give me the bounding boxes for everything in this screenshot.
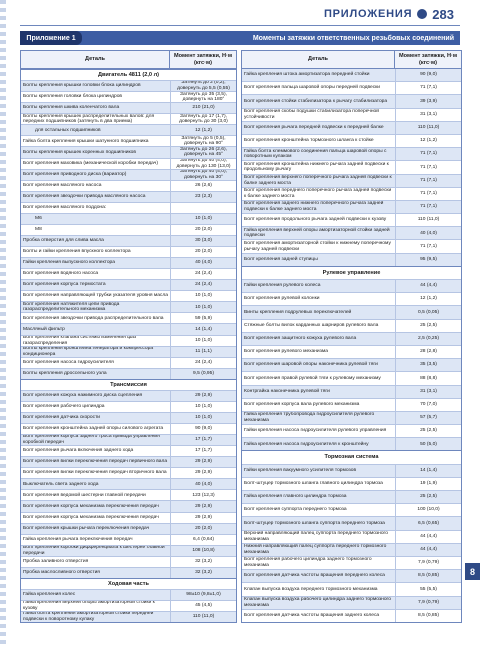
binding-spine xyxy=(0,0,6,645)
table-row xyxy=(242,490,461,503)
part-name: Болт крепления направляющей трубки указателя уровня масла xyxy=(23,293,168,299)
part-name: Гайка крепления трубопровода гидроусилителя рулевого механизма xyxy=(242,412,395,424)
part-name: Болт крепления корпуса вала рулевого механизма xyxy=(244,401,360,407)
torque-value xyxy=(170,203,236,213)
table-row xyxy=(21,279,236,290)
table-row xyxy=(21,113,236,124)
table-body xyxy=(21,69,236,622)
part-name: Болт крепления кронштейна задней опоры силового агрегата xyxy=(23,426,164,432)
table-row xyxy=(242,147,461,160)
table-row xyxy=(242,503,461,516)
part-name: Гайка крепления колес xyxy=(21,590,170,600)
part-name: Болты крепления кронштейна генератора и компрессора кондиционера xyxy=(21,347,170,357)
torque-value: 29 (2,9) xyxy=(170,391,236,401)
torque-value: 25 (2,5) xyxy=(395,320,461,332)
torque-value: 9,5 (0,95) xyxy=(170,369,236,379)
torque-value: 31 (3,1) xyxy=(395,386,461,398)
table-body xyxy=(242,69,461,622)
torque-value: 24 (2,4) xyxy=(170,269,236,279)
part-name: Болт крепления кронштейна тормозного шланга к стойке xyxy=(244,138,374,144)
torque-value: 71 (7,1) xyxy=(395,161,461,173)
section-heading: Двигатель 4811 (2,0 л) xyxy=(21,70,236,80)
torque-value: Затянуть до 35 (3,5), довернуть на 180° xyxy=(170,92,236,102)
part-name: Болт крепления рычага включения заднего хода xyxy=(23,448,134,454)
torque-value: 32 (3,2) xyxy=(170,557,236,567)
torque-value: 24 (2,4) xyxy=(170,358,236,368)
table-row xyxy=(21,534,236,545)
part-name: Болт крепления правой рулевой тяги к рулевому механизму xyxy=(244,375,381,381)
table-row xyxy=(21,158,236,169)
table-row xyxy=(21,335,236,346)
torque-value: 110 (11,0) xyxy=(395,122,461,134)
table-row xyxy=(21,412,236,423)
table-row xyxy=(21,357,236,368)
table-section-row xyxy=(242,450,461,463)
appendix-band xyxy=(20,31,460,45)
page-number: 283 xyxy=(432,6,454,22)
part-name: Болты крепления дроссельного узла xyxy=(21,369,170,379)
part-name: М8 xyxy=(35,227,42,233)
part-name: Болт крепления корпуса механизма переключения передач xyxy=(21,501,170,511)
part-name: Болт крепления рулевого механизма xyxy=(244,349,328,355)
table-row xyxy=(21,401,236,412)
table-row xyxy=(21,556,236,567)
part-name: Болт крепления датчика скорости xyxy=(21,413,170,423)
table-row xyxy=(242,292,461,305)
part-name: Гайка болта крепления амортизаторной стойки передней подвески к поворотному кулаку xyxy=(21,612,170,622)
torque-value: Затянуть до 26 (2,6), довернуть на 45° xyxy=(170,147,236,157)
table-row xyxy=(21,567,236,578)
part-name: Гайки крепления рулевого колеса xyxy=(242,280,395,292)
table-row xyxy=(21,368,236,379)
part-name: Выключатель света заднего хода xyxy=(21,479,170,489)
torque-value: 29 (2,9) xyxy=(170,513,236,523)
torque-value: 40 (4,0) xyxy=(170,479,236,489)
part-name: Болты и гайки крепления впускного коллектора xyxy=(23,249,131,255)
table-row xyxy=(21,301,236,312)
torque-value: 71 (7,1) xyxy=(395,82,461,94)
table-row xyxy=(21,512,236,523)
torque-value: 0,5 (0,05) xyxy=(395,306,461,318)
table-row xyxy=(21,290,236,301)
part-name: Болт крепления пальца шаровой опоры передней подвески xyxy=(244,85,381,91)
table-row xyxy=(242,305,461,318)
part-name: Гайки крепления вакуумного усилителя тормозов xyxy=(242,465,395,477)
table-row xyxy=(242,69,461,81)
part-name: Болт крепления рабочего цилиндра заднего тормозного механизма xyxy=(244,557,372,569)
torque-value: 12 (1,2) xyxy=(395,135,461,147)
torque-value: 7,9 (0,79) xyxy=(395,557,461,569)
part-name: Болт крепления стойки стабилизатора к рычагу стабилизатора xyxy=(242,95,395,107)
part-name: Верхний направляющий палец суппорта переднего тормозного механизма xyxy=(244,531,388,542)
table-row xyxy=(242,160,461,173)
table-row xyxy=(21,180,236,191)
table-row xyxy=(21,135,236,146)
torque-value: 6,4 (0,64) xyxy=(170,535,236,545)
table-row xyxy=(242,516,461,529)
table-row xyxy=(21,235,236,246)
torque-value: 14 (1,4) xyxy=(395,465,461,477)
table-row xyxy=(242,319,461,332)
part-name: Болт крепления суппорта переднего тормоза xyxy=(244,507,347,513)
part-name: Стяжные болты вилок карданных шарниров рулевого вала xyxy=(244,322,379,328)
torque-value: 23 (2,3) xyxy=(170,192,236,202)
part-name: Болты крепления головки блока цилиндров xyxy=(23,94,123,100)
torque-value: 71 (7,1) xyxy=(395,148,461,160)
torque-value: 44 (4,4) xyxy=(395,544,461,556)
table-section-row xyxy=(21,379,236,390)
torque-value: 17 (1,7) xyxy=(170,446,236,456)
part-name: Болт крепления амортизаторной стойки к нижнему поперечному рычагу задней подвески xyxy=(244,240,391,252)
part-name: Болты крепления шкива коленчатого вала xyxy=(21,103,170,113)
torque-value: 29 (2,9) xyxy=(170,501,236,511)
part-name: Болт крепления ведомой шестерни главной передачи xyxy=(23,492,146,498)
table-section-row xyxy=(242,266,461,279)
part-name: Болт крепления защитного кожуха рулевого вала xyxy=(242,333,395,345)
part-name: Болт крепления продольного рычага задней подвески к кузову xyxy=(244,217,387,223)
part-name: Гайка болта клеммового соединения пальца шаровой опоры с поворотным кулаком xyxy=(242,148,395,160)
part-name: Болт крепления приводного диска (вариатор) xyxy=(21,170,170,180)
part-name: Болты крепления крышки головки блока цилиндров xyxy=(21,81,170,91)
torque-value: 57 (5,7) xyxy=(395,412,461,424)
torque-value: 35 (3,5) xyxy=(395,359,461,371)
table-row xyxy=(242,411,461,424)
torque-value: 90 (9,0) xyxy=(170,424,236,434)
torque-value: 70 (7,0) xyxy=(395,399,461,411)
table-row xyxy=(242,530,461,543)
table-row xyxy=(242,239,461,252)
table-row xyxy=(242,609,461,622)
torque-value: 10 (1,0) xyxy=(170,302,236,312)
torque-value: Затянуть до 2 (0,2), довернуть до 5,5 (0,55) xyxy=(170,81,236,91)
table-row xyxy=(21,202,236,213)
table-row xyxy=(21,456,236,467)
part-name: Пробка отверстия для слива масла xyxy=(21,236,170,246)
table-row xyxy=(21,523,236,534)
part-name: Болт крепления насоса гидроусилителя xyxy=(23,359,114,365)
torque-value: 55 (5,5) xyxy=(395,583,461,595)
torque-value: 24 (2,4) xyxy=(170,280,236,290)
part-name: Гайка болта крепления крышки шатунного подшипника xyxy=(23,138,149,144)
header-part: Деталь xyxy=(85,56,105,62)
part-name: Гайки крепления насоса гидроусилителя рулевого управления xyxy=(244,428,387,434)
part-name: Масляный фильтр xyxy=(21,324,170,334)
table-row xyxy=(21,312,236,323)
torque-value: 100 (10,0) xyxy=(395,504,461,516)
torque-value: Затянуть до 40 (4,0), довернуть на 30° xyxy=(170,170,236,180)
appendix-title: Моменты затяжки ответственных резьбовых соединений xyxy=(252,34,454,42)
table-row xyxy=(21,246,236,257)
torque-value: 12 (1,2) xyxy=(170,125,236,135)
table-row xyxy=(242,398,461,411)
table-row xyxy=(21,268,236,279)
table-row xyxy=(21,600,236,611)
part-name: Болт крепления клапана системы изменения фаз газораспределения xyxy=(23,335,137,346)
torque-value: 20 (2,0) xyxy=(170,225,236,235)
table-row xyxy=(242,424,461,437)
part-name: Болт крепления корпуса заднего троса привода управления коробкой передач xyxy=(21,435,170,445)
page-header xyxy=(324,6,454,22)
section-heading: Рулевое управление xyxy=(242,267,461,279)
part-name: Гайки крепления выпускного коллектора xyxy=(21,258,170,268)
table-row xyxy=(21,489,236,500)
table-row xyxy=(242,94,461,107)
table-row xyxy=(21,434,236,445)
table-row xyxy=(242,174,461,187)
section-title: ПРИЛОЖЕНИЯ xyxy=(323,8,413,20)
header-torque: Момент затяжки, Н·м (кгс·м) xyxy=(394,51,461,68)
table-row xyxy=(21,257,236,268)
table-row xyxy=(21,213,236,224)
torque-value: 10 (1,0) xyxy=(170,413,236,423)
part-name: Клапан выпуска воздуха рабочего цилиндра заднего тормозного механизма xyxy=(242,597,395,609)
table-row xyxy=(242,332,461,345)
table-row xyxy=(242,437,461,450)
torque-value: 8,5 (0,85) xyxy=(395,610,461,622)
table-left-column xyxy=(20,50,237,623)
table-row xyxy=(242,385,461,398)
part-name: Клапан выпуска воздуха переднего тормозного механизма xyxy=(244,586,378,592)
torque-value: 71 (7,1) xyxy=(395,201,461,213)
table-row xyxy=(21,146,236,157)
section-heading: Трансмиссия xyxy=(21,380,236,390)
table-row xyxy=(21,346,236,357)
table-row xyxy=(21,589,236,600)
table-row xyxy=(21,390,236,401)
table-row xyxy=(242,464,461,477)
section-heading: Тормозная система xyxy=(242,451,461,463)
part-name: Болт крепления датчика частоты вращения переднего колеса xyxy=(242,570,395,582)
torque-value: 25 (2,5) xyxy=(395,425,461,437)
table-row xyxy=(21,323,236,334)
torque-value: 50 (5,0) xyxy=(395,438,461,450)
part-name: Болт-штуцер тормозного шланга суппорта переднего тормоза xyxy=(242,517,395,529)
part-name: Пробка маслосливного отверстия xyxy=(21,568,170,578)
table-row xyxy=(21,91,236,102)
table-row xyxy=(21,478,236,489)
table-row xyxy=(242,556,461,569)
torque-value: 110 (11,0) xyxy=(170,612,236,622)
table-row xyxy=(242,582,461,595)
table-row xyxy=(242,121,461,134)
table-row xyxy=(242,358,461,371)
torque-value: 10 (1,0) xyxy=(170,291,236,301)
part-name: Болт крепления рычага передней подвески к передней балке xyxy=(242,122,395,134)
part-name: Болт крепления рулевой колонки xyxy=(244,296,320,302)
table-section-row xyxy=(21,578,236,589)
table-header xyxy=(242,51,461,69)
table-row xyxy=(21,545,236,556)
part-name: Болты крепления крышек коренных подшипников xyxy=(21,147,170,157)
part-name: М6 xyxy=(21,214,170,224)
part-name: Болт крепления шаровой опоры наконечника рулевой тяги xyxy=(242,359,395,371)
torque-value: 88 (8,8) xyxy=(395,372,461,384)
part-name: Болт крепления натяжителя цепи привода газораспределительного механизма xyxy=(21,302,170,312)
part-name: Гайка крепления верхней опоры амортизаторной стойки к кузову xyxy=(23,601,155,612)
part-name: Гайка крепления рычага переключения передач xyxy=(23,536,133,542)
torque-value: 29 (2,9) xyxy=(170,468,236,478)
table-row xyxy=(242,569,461,582)
torque-value: 29 (2,9) xyxy=(170,457,236,467)
table-right-column xyxy=(241,50,462,623)
part-name: Болт крепления маховика (механической коробки передач) xyxy=(23,160,158,166)
table-header xyxy=(21,51,236,69)
table-row xyxy=(242,596,461,609)
part-name: Винты крепления подрулевых переключателей xyxy=(242,306,395,318)
table-row xyxy=(21,611,236,622)
table-row xyxy=(242,81,461,94)
torque-value: 14 (1,4) xyxy=(170,324,236,334)
table-row xyxy=(21,500,236,511)
torque-value: 95 (9,5) xyxy=(395,254,461,266)
torque-value: 44 (4,4) xyxy=(395,531,461,543)
torque-value: 40 (4,0) xyxy=(170,258,236,268)
section-heading: Ходовая часть xyxy=(21,579,236,589)
table-row xyxy=(242,543,461,556)
torque-value: 44 (4,4) xyxy=(395,280,461,292)
part-name: Гайка крепления главного цилиндра тормоза xyxy=(242,491,395,503)
torque-value: Затянуть до 17 (1,7), довернуть до 30 (3,0) xyxy=(170,114,236,124)
part-name: Болт крепления масляного поддона: xyxy=(23,204,107,210)
torque-value: 20 (2,0) xyxy=(170,524,236,534)
torque-value: 71 (7,1) xyxy=(395,240,461,252)
table-row xyxy=(21,467,236,478)
table-row xyxy=(242,253,461,266)
part-name: Нижний направляющий палец суппорта переднего тормозного механизма xyxy=(242,544,395,556)
part-name: Болт крепления вилки переключения передач вторичного вала xyxy=(23,470,167,476)
part-name: Болт крепления датчика частоты вращения заднего колеса xyxy=(244,612,380,618)
torque-value: 39 (3,9) xyxy=(395,95,461,107)
part-name: Болт крепления заднего нижнего поперечного рычага задней подвески к балке заднего моста xyxy=(242,201,395,213)
torque-value: 2,5 (0,25) xyxy=(395,333,461,345)
part-name: Болты крепления крышек распределительных валов: для передних подшипников (затянуть в два приема) xyxy=(23,114,155,125)
torque-value: 30 (3,0) xyxy=(170,236,236,246)
table-row xyxy=(21,124,236,135)
part-name: Болт-штуцер тормозного шланга главного цилиндра тормоза xyxy=(244,481,383,487)
torque-value: 11 (1,1) xyxy=(170,347,236,357)
torque-value: 20 (2,0) xyxy=(170,247,236,257)
torque-value: 10 (1,0) xyxy=(170,336,236,346)
header-torque: Момент затяжки, Н·м (кгс·м) xyxy=(169,51,236,68)
torque-value: 12 (1,2) xyxy=(395,293,461,305)
part-name: Болт крепления звездочки привода распределительного вала xyxy=(23,315,164,321)
part-name: Болт крепления кожуха нажимного диска сцепления xyxy=(21,391,170,401)
header-part: Деталь xyxy=(308,56,328,62)
torque-value: 210 (21,0) xyxy=(170,103,236,113)
header-rule xyxy=(20,25,460,26)
part-name: Болт крепления корпуса термостата xyxy=(21,280,170,290)
part-name: Контргайка наконечника рулевой тяги xyxy=(242,386,395,398)
torque-value: 108 (10,8) xyxy=(170,546,236,556)
torque-value: 28 (2,8) xyxy=(395,346,461,358)
table-row xyxy=(21,224,236,235)
part-name: Болт крепления коробки дифференциала к шестерне главной передачи xyxy=(21,546,170,556)
table-row xyxy=(242,187,461,200)
part-name: Болт крепления масляного насоса xyxy=(23,182,102,188)
torque-value: 25 (2,5) xyxy=(395,491,461,503)
torque-value: 19 (1,9) xyxy=(395,478,461,490)
part-name: Гайка крепления штока амортизатора передней стойки xyxy=(242,69,395,81)
torque-value: 98±10 (9,8±1,0) xyxy=(170,590,236,600)
table-row xyxy=(242,134,461,147)
table-row xyxy=(242,226,461,239)
part-name: Болт крепления крышки рычага переключения передач xyxy=(21,524,170,534)
torque-value: 90 (9,0) xyxy=(395,69,461,81)
part-name: Болт крепления переднего поперечного рычага задней подвески к балке заднего моста xyxy=(244,188,392,199)
torque-value: 31 (3,1) xyxy=(395,109,461,121)
torque-value: 71 (7,1) xyxy=(395,175,461,187)
torque-value: 59 (5,9) xyxy=(170,313,236,323)
appendix-label: Приложение 1 xyxy=(20,31,82,45)
part-name: для остальных подшипников xyxy=(21,125,170,135)
chapter-tab: 8 xyxy=(465,563,480,580)
torque-value: Затянуть до 40 (4,0), довернуть до 130 (13,0) xyxy=(170,159,236,169)
part-name: Болт крепления вилки переключения передач первичного вала xyxy=(21,457,170,467)
torque-value: 71 (7,1) xyxy=(395,188,461,200)
torque-value: 32 (3,2) xyxy=(170,568,236,578)
table-row xyxy=(242,279,461,292)
part-name: Болт крепления задней ступицы xyxy=(242,254,395,266)
part-name: Болт крепления кронштейна нижнего рычага задней подвески к продольному рычагу xyxy=(244,161,389,173)
torque-value: 123 (12,3) xyxy=(170,490,236,500)
torque-value: 7,9 (0,79) xyxy=(395,597,461,609)
table-row xyxy=(21,102,236,113)
part-name: Болт крепления водяного насоса xyxy=(23,271,99,277)
torque-value: 10 (1,0) xyxy=(170,214,236,224)
part-name: Болт крепления корпуса механизма переключения передач xyxy=(23,514,159,520)
torque-value: 110 (11,0) xyxy=(395,214,461,226)
table-row xyxy=(242,213,461,226)
part-name: Болт крепления звездочки привода масляного насоса xyxy=(21,192,170,202)
torque-value: 40 (4,0) xyxy=(395,227,461,239)
table-row xyxy=(242,477,461,490)
bullet-dot-icon xyxy=(417,9,427,19)
table-row xyxy=(242,371,461,384)
torque-value: 45 (4,5) xyxy=(170,601,236,611)
table-row xyxy=(21,80,236,91)
table-section-row xyxy=(21,69,236,80)
torque-value: 26 (2,6) xyxy=(170,181,236,191)
part-name: Болт крепления скобы подушки стабилизатора поперечной устойчивости xyxy=(244,109,380,120)
table-row xyxy=(21,423,236,434)
table-row xyxy=(21,191,236,202)
table-row xyxy=(242,108,461,121)
table-row xyxy=(21,445,236,456)
torque-value: 17 (1,7) xyxy=(170,435,236,445)
torque-value: 8,5 (0,85) xyxy=(395,570,461,582)
table-row xyxy=(21,169,236,180)
torque-value: 6,5 (0,65) xyxy=(395,517,461,529)
table-row xyxy=(242,345,461,358)
part-name: Пробка заливного отверстия xyxy=(23,558,89,564)
part-name: Гайка крепления насоса гидроусилителя к кронштейну xyxy=(242,438,395,450)
part-name: Гайка крепления верхней опоры амортизаторной стойки задней подвески xyxy=(242,227,395,239)
torque-value: Затянуть до 5 (0,5), довернуть на 90° xyxy=(170,136,236,146)
table-row xyxy=(242,200,461,213)
part-name: Болт крепления верхнего поперечного рычага задней подвески к балке заднего моста xyxy=(242,175,395,187)
part-name: Болт крепления рабочего цилиндра xyxy=(23,404,105,410)
torque-value: 10 (1,0) xyxy=(170,402,236,412)
